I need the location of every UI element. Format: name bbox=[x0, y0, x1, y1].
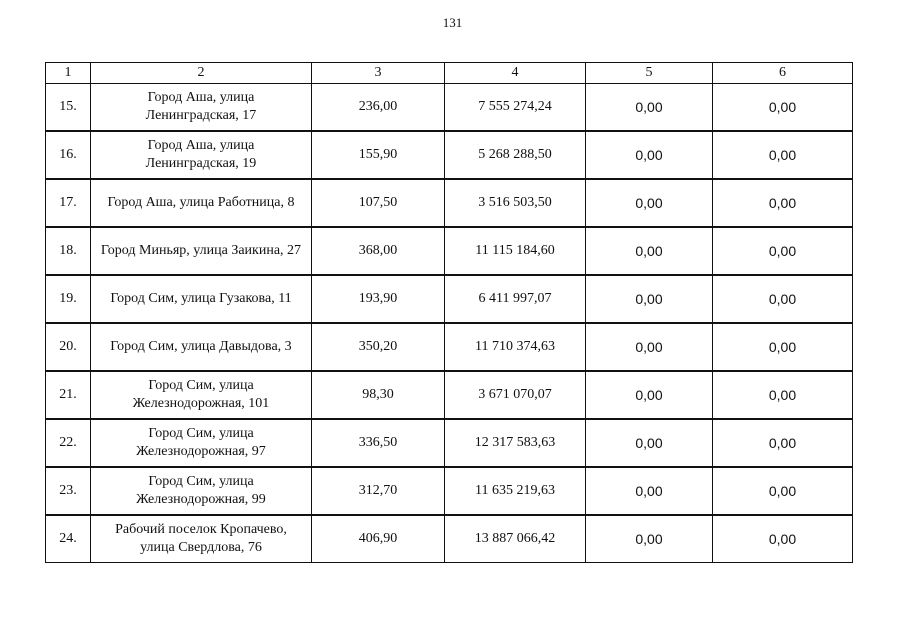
address-line: Город Сим, улица bbox=[148, 378, 254, 393]
amount-cell: 11 115 184,60 bbox=[445, 227, 586, 275]
area-cell: 336,50 bbox=[312, 419, 445, 467]
amount-cell: 3 516 503,50 bbox=[445, 179, 586, 227]
area-cell: 236,00 bbox=[312, 84, 445, 132]
header-col-6: 6 bbox=[713, 63, 853, 84]
table-row bbox=[46, 227, 853, 275]
address-line: Железнодорожная, 97 bbox=[136, 444, 266, 459]
header-col-5: 5 bbox=[586, 63, 713, 84]
address-line: Железнодорожная, 99 bbox=[136, 492, 266, 507]
address-cell bbox=[91, 467, 312, 515]
address-cell bbox=[91, 323, 312, 371]
header-col-2: 2 bbox=[91, 63, 312, 84]
row-number-cell: 16. bbox=[46, 131, 91, 179]
table-row bbox=[46, 515, 853, 563]
col6-cell: 0,00 bbox=[713, 275, 853, 323]
amount-cell: 11 710 374,63 bbox=[445, 323, 586, 371]
address-cell bbox=[91, 419, 312, 467]
col6-cell: 0,00 bbox=[713, 467, 853, 515]
amount-cell: 7 555 274,24 bbox=[445, 84, 586, 132]
address-line: Город Миньяр, улица Заикина, 27 bbox=[100, 243, 302, 258]
row-number-cell: 20. bbox=[46, 323, 91, 371]
header-col-1: 1 bbox=[46, 63, 91, 84]
col5-cell: 0,00 bbox=[586, 467, 713, 515]
area-cell: 312,70 bbox=[312, 467, 445, 515]
row-number-cell: 15. bbox=[46, 84, 91, 132]
page-number: 131 bbox=[442, 15, 463, 30]
table-row bbox=[46, 467, 853, 515]
col6-cell: 0,00 bbox=[713, 371, 853, 419]
row-number-cell: 23. bbox=[46, 467, 91, 515]
col5-cell: 0,00 bbox=[586, 371, 713, 419]
address-line: Железнодорожная, 101 bbox=[132, 396, 270, 411]
row-number-cell: 17. bbox=[46, 179, 91, 227]
col5-cell: 0,00 bbox=[586, 227, 713, 275]
col6-cell: 0,00 bbox=[713, 515, 853, 563]
table-row bbox=[46, 84, 853, 132]
col5-cell: 0,00 bbox=[586, 515, 713, 563]
col5-cell: 0,00 bbox=[586, 323, 713, 371]
area-cell: 98,30 bbox=[312, 371, 445, 419]
table-body bbox=[46, 84, 853, 563]
area-cell: 406,90 bbox=[312, 515, 445, 563]
row-number-cell: 24. bbox=[46, 515, 91, 563]
amount-cell: 6 411 997,07 bbox=[445, 275, 586, 323]
address-line: Город Сим, улица Гузакова, 11 bbox=[110, 291, 292, 306]
address-cell bbox=[91, 179, 312, 227]
data-table bbox=[45, 62, 853, 563]
address-line: Город Сим, улица bbox=[148, 426, 254, 441]
table-row bbox=[46, 419, 853, 467]
header-col-4: 4 bbox=[445, 63, 586, 84]
amount-cell: 12 317 583,63 bbox=[445, 419, 586, 467]
amount-cell: 5 268 288,50 bbox=[445, 131, 586, 179]
row-number-cell: 21. bbox=[46, 371, 91, 419]
col6-cell: 0,00 bbox=[713, 131, 853, 179]
address-cell bbox=[91, 515, 312, 563]
col6-cell: 0,00 bbox=[713, 84, 853, 132]
address-line: Ленинградская, 19 bbox=[145, 156, 257, 171]
address-cell bbox=[91, 131, 312, 179]
area-cell: 107,50 bbox=[312, 179, 445, 227]
address-line: Город Сим, улица Давыдова, 3 bbox=[110, 339, 292, 354]
address-cell bbox=[91, 227, 312, 275]
row-number-cell: 19. bbox=[46, 275, 91, 323]
table-row bbox=[46, 371, 853, 419]
address-line: Город Аша, улица bbox=[147, 138, 255, 153]
row-number-cell: 22. bbox=[46, 419, 91, 467]
address-line: улица Свердлова, 76 bbox=[140, 540, 262, 555]
table-row bbox=[46, 131, 853, 179]
area-cell: 193,90 bbox=[312, 275, 445, 323]
col6-cell: 0,00 bbox=[713, 179, 853, 227]
col5-cell: 0,00 bbox=[586, 419, 713, 467]
header-col-3: 3 bbox=[312, 63, 445, 84]
table-header bbox=[46, 63, 853, 84]
table-row bbox=[46, 179, 853, 227]
amount-cell: 13 887 066,42 bbox=[445, 515, 586, 563]
col6-cell: 0,00 bbox=[713, 323, 853, 371]
address-line: Город Аша, улица bbox=[147, 90, 255, 105]
col5-cell: 0,00 bbox=[586, 275, 713, 323]
col5-cell: 0,00 bbox=[586, 84, 713, 132]
table-row bbox=[46, 323, 853, 371]
row-number-cell: 18. bbox=[46, 227, 91, 275]
area-cell: 155,90 bbox=[312, 131, 445, 179]
address-cell bbox=[91, 275, 312, 323]
address-line: Ленинградская, 17 bbox=[145, 108, 257, 123]
area-cell: 350,20 bbox=[312, 323, 445, 371]
area-cell: 368,00 bbox=[312, 227, 445, 275]
header-row bbox=[46, 63, 853, 84]
amount-cell: 3 671 070,07 bbox=[445, 371, 586, 419]
address-cell bbox=[91, 371, 312, 419]
address-cell bbox=[91, 84, 312, 132]
col5-cell: 0,00 bbox=[586, 179, 713, 227]
col5-cell: 0,00 bbox=[586, 131, 713, 179]
amount-cell: 11 635 219,63 bbox=[445, 467, 586, 515]
col6-cell: 0,00 bbox=[713, 227, 853, 275]
address-line: Рабочий поселок Кропачево, bbox=[115, 522, 287, 537]
table-row bbox=[46, 275, 853, 323]
address-line: Город Аша, улица Работница, 8 bbox=[107, 195, 295, 210]
address-line: Город Сим, улица bbox=[148, 474, 254, 489]
col6-cell: 0,00 bbox=[713, 419, 853, 467]
